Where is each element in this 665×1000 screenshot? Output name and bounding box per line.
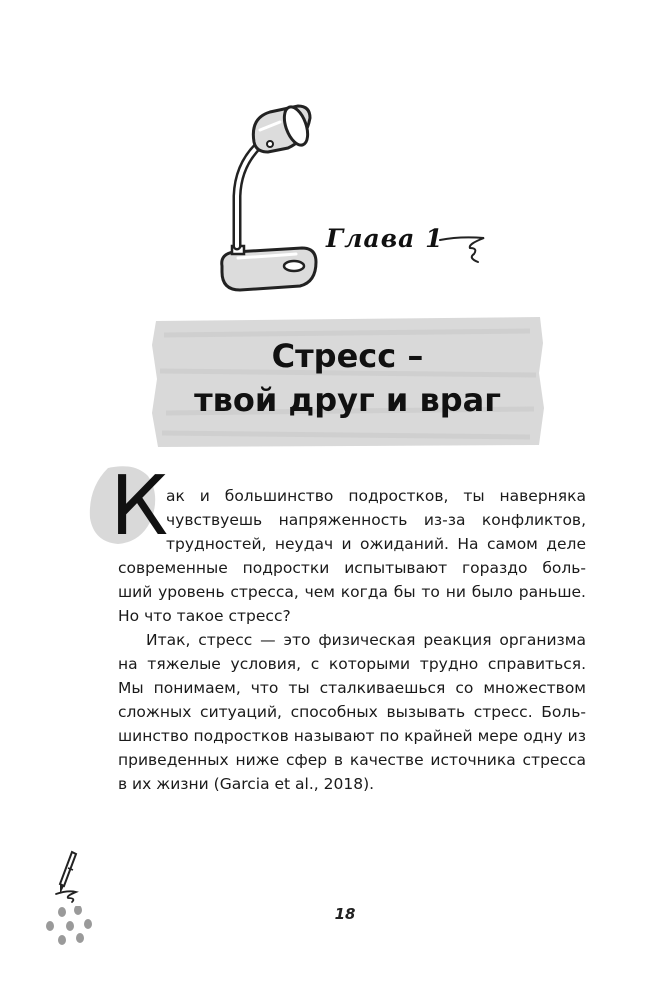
drop-cap-letter: К xyxy=(110,459,169,554)
text-line: современные подростки испытывают гораздо боль- xyxy=(118,559,586,577)
text-line: Мы понимаем, что ты сталкиваешься со множеством xyxy=(118,679,586,697)
text-line: трудностей, неудач и ожиданий. На самом деле xyxy=(166,535,586,553)
text-line: Но что такое стресс? xyxy=(118,607,291,625)
chapter-label: Глава 1 xyxy=(326,224,444,253)
text-line: ший уровень стресса, чем когда бы то ни было раньше. xyxy=(118,583,586,601)
chapter-squiggle-decoration xyxy=(438,226,490,268)
text-line: ак и большинство подростков, ты наверняка xyxy=(166,487,586,505)
text-line: шинство подростков называют по крайней мере одну из xyxy=(118,727,586,745)
chapter-title-line-1: Стресс – xyxy=(271,337,424,375)
pen-icon xyxy=(46,850,92,904)
text-line: чувствуешь напряженность из-за конфликтов, xyxy=(166,511,586,529)
desk-lamp-illustration xyxy=(210,96,330,302)
text-line: Итак, стресс — это физическая реакция организма xyxy=(146,631,586,649)
text-line: в их жизни (Garcia et al., 2018). xyxy=(118,775,375,793)
page-number: 18 xyxy=(334,905,356,923)
text-line: на тяжелые условия, с которыми трудно справиться. xyxy=(118,655,586,673)
text-line: приведенных ниже сфер в качестве источника стресса xyxy=(118,751,586,769)
text-line: сложных ситуаций, способных вызывать стресс. Боль- xyxy=(118,703,586,721)
chapter-title-line-2: твой друг и враг xyxy=(194,381,501,419)
decorative-dots xyxy=(40,906,100,946)
